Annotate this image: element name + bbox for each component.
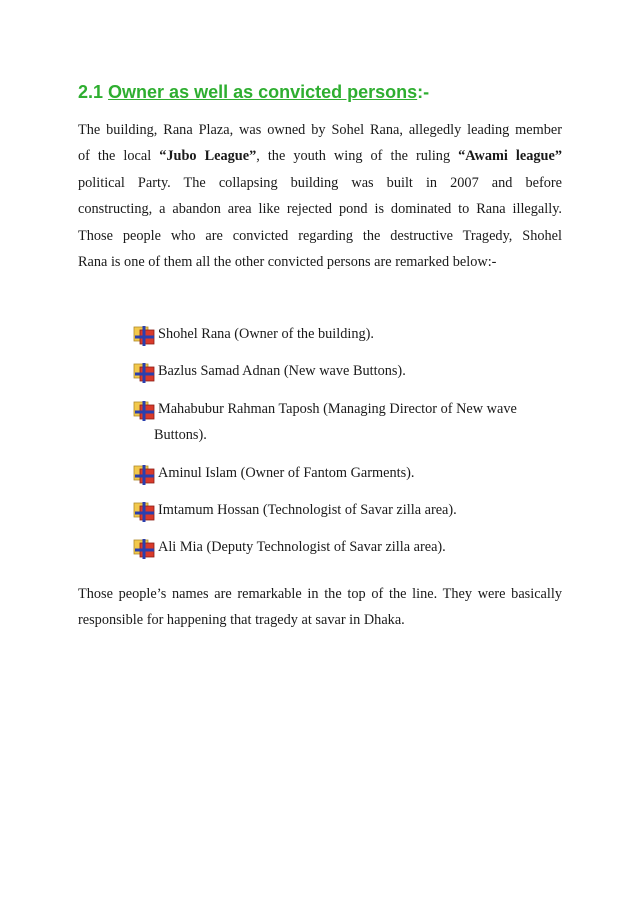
list-item [133,460,553,486]
paragraph-line: political Party. The collapsing building was built in 2007 and before [78,174,562,191]
bullet-cross-icon [133,465,155,485]
list-item [133,534,553,560]
person-entry: Imtamum Hossan (Technologist of Savar zilla area). [158,502,457,519]
person-entry: Aminul Islam (Owner of Fantom Garments). [158,464,415,481]
section-heading [78,82,429,103]
bullet-cross-icon [133,401,155,421]
bullet-cross-icon [133,363,155,383]
paragraph-line: Those people’s names are remarkable in the top of the line. They were basically [78,586,562,602]
paragraph-line: responsible for happening that tragedy at savar in Dhaka. [78,612,405,629]
section-title-suffix: :- [417,82,430,102]
bullet-cross-icon [133,326,155,346]
bullet-cross-icon [133,539,155,559]
section-title: Owner as well as convicted persons [108,82,418,102]
paragraph-line: The building, Rana Plaza, was owned by Sohel Rana, allegedly leading member [78,122,562,138]
list-item [133,358,553,384]
person-entry: Bazlus Samad Adnan (New wave Buttons). [158,363,406,380]
person-entry: Mahabubur Rahman Taposh (Managing Director of New wave [158,400,517,417]
closing-paragraph [78,581,562,634]
list-item [133,497,553,523]
person-entry: Ali Mia (Deputy Technologist of Savar zilla area). [158,539,446,556]
list-item [133,321,553,347]
jubo-league-term: “Jubo League” [159,148,257,165]
paragraph-line: constructing, a abandon area like rejected pond is dominated to Rana illegally. [78,201,562,218]
intro-paragraph [78,117,562,275]
convicted-persons-list [133,321,553,572]
awami-league-term: “Awami league” [458,148,562,165]
section-number: 2.1 [78,82,104,102]
bullet-cross-icon [133,502,155,522]
paragraph-line: of the local “Jubo League”, the youth wing of the ruling “Awami league” [78,148,562,165]
person-entry: Shohel Rana (Owner of the building). [158,326,374,342]
paragraph-line: Those people who are convicted regarding the destructive Tragedy, Shohel [78,227,562,244]
list-item [133,396,553,449]
paragraph-line: Rana is one of them all the other convicted persons are remarked below:- [78,253,497,270]
person-entry-continued: Buttons). [154,427,207,444]
